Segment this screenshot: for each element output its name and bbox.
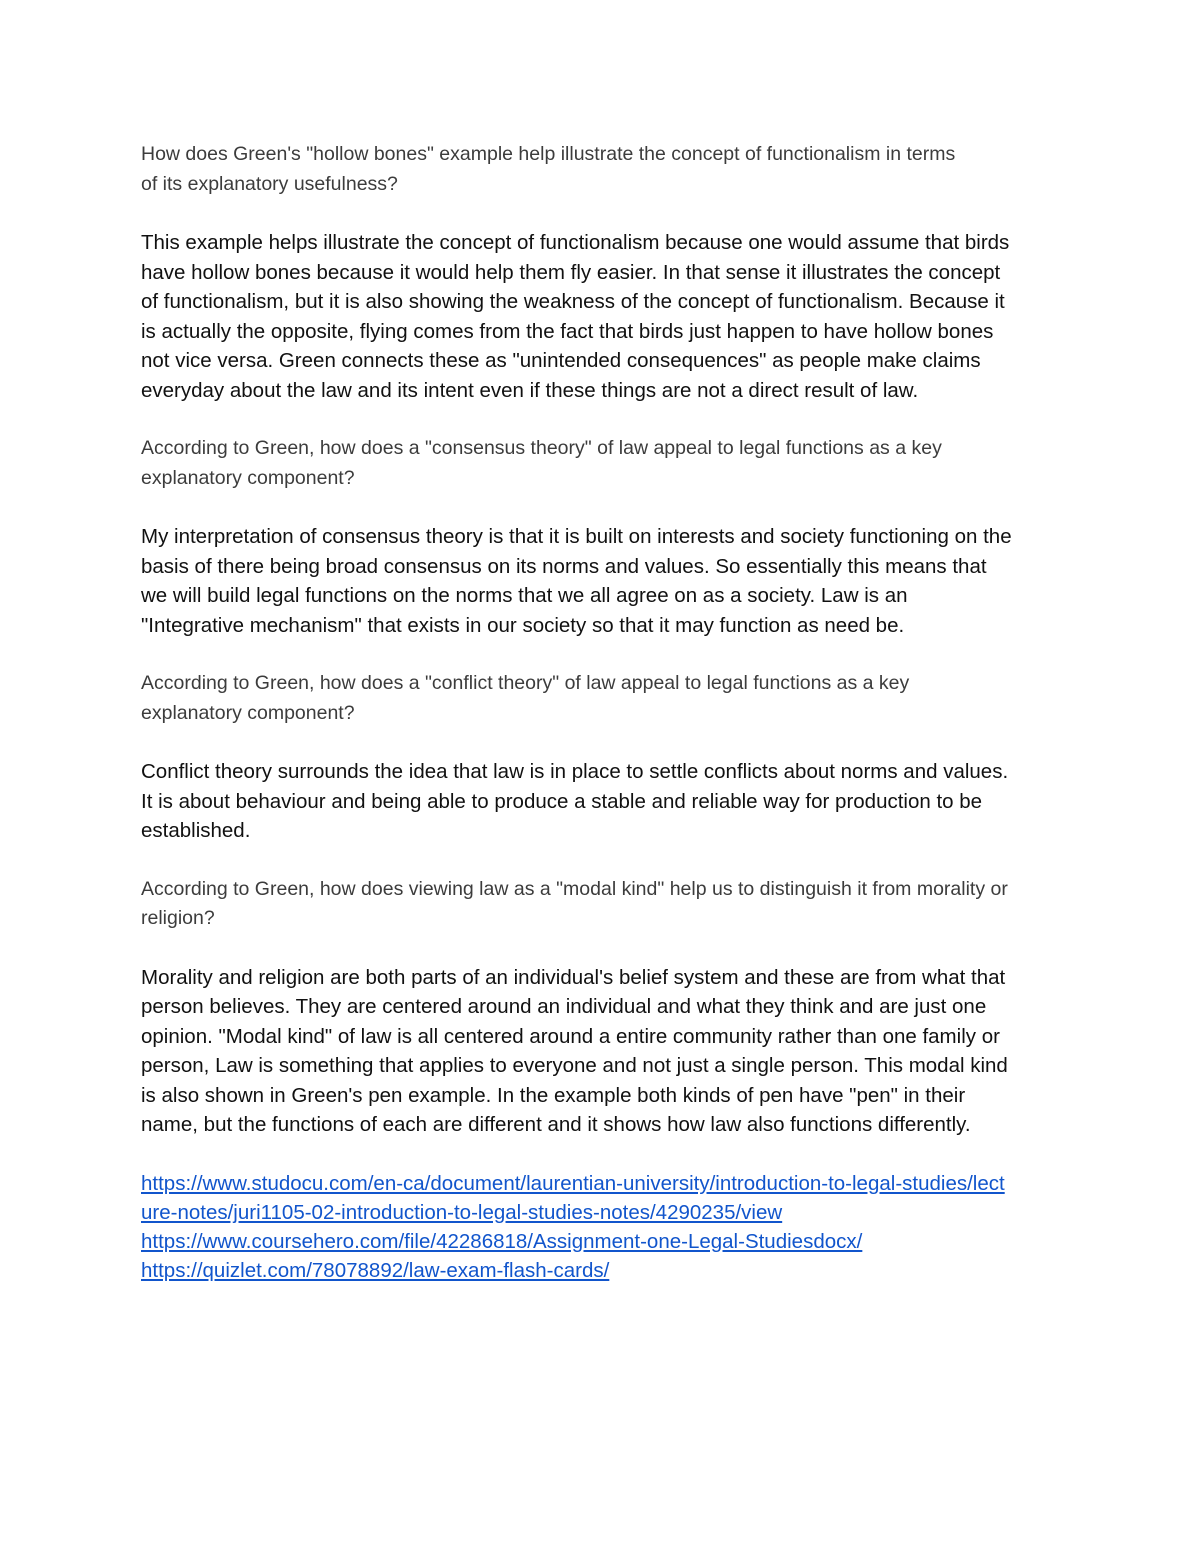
answer-hollow-bones: This example helps illustrate the concept of functionalism because one would assume that birds have hollow bones because it would help them fly easier. In that sense it illustrates the concept of functionalism, but it is also showing the weakness of the concept of functionalism. Because it is actually the opposite, flying comes from the fact that birds just happen to have hollow bones not vice versa. Green connects these as "unintended consequences" as people make claims everyday about the law and its intent even if these things are not a direct result of law.: [141, 231, 1010, 402]
question-conflict-theory: According to Green, how does a "conflict theory" of law appeal to legal functions as a key explanatory component?: [141, 672, 910, 724]
question-consensus-theory: According to Green, how does a "consensus theory" of law appeal to legal functions as a key explanatory component?: [141, 437, 942, 489]
link-studocu[interactable]: https://www.studocu.com/en-ca/document/laurentian-university/introduction-to-legal-studies/lect ure-notes/juri1105-02-introduction-to-legal-studies-notes/4290235/view: [141, 1171, 1005, 1224]
question-hollow-bones: How does Green's "hollow bones" example help illustrate the concept of functionalism in terms of its explanatory usefulness?: [141, 143, 956, 195]
link-coursehero[interactable]: https://www.coursehero.com/file/42286818/Assignment-one-Legal-Studiesdocx/: [141, 1229, 863, 1253]
reference-links: [141, 1169, 1063, 1285]
answer-modal-kind: Morality and religion are both parts of an individual's belief system and these are from what that person believes. They are centered around an individual and what they think and are just one opinion. "Modal kind" of law is all centered around a entire community rather than one family or person, Law is something that applies to everyone and not just a single person. This modal kind is also shown in Green's pen example. In the example both kinds of pen have "pen" in their name, but the functions of each are different and it shows how law also functions differently.: [141, 965, 1008, 1136]
link-quizlet[interactable]: https://quizlet.com/78078892/law-exam-flash-cards/: [141, 1258, 610, 1282]
question-modal-kind: According to Green, how does viewing law as a "modal kind" help us to distinguish it from morality or religion?: [141, 877, 1008, 929]
answer-conflict-theory: Conflict theory surrounds the idea that law is in place to settle conflicts about norms and values. It is about behaviour and being able to produce a stable and reliable way for production to be established.: [141, 760, 1009, 842]
answer-consensus-theory: My interpretation of consensus theory is that it is built on interests and society functioning on the basis of there being broad consensus on its norms and values. So essentially this means that we will build legal functions on the norms that we all agree on as a society. Law is an "Integrative mechanism" that exists in our society so that it may function as need be.: [141, 525, 1012, 637]
document-page: [141, 140, 1063, 1285]
